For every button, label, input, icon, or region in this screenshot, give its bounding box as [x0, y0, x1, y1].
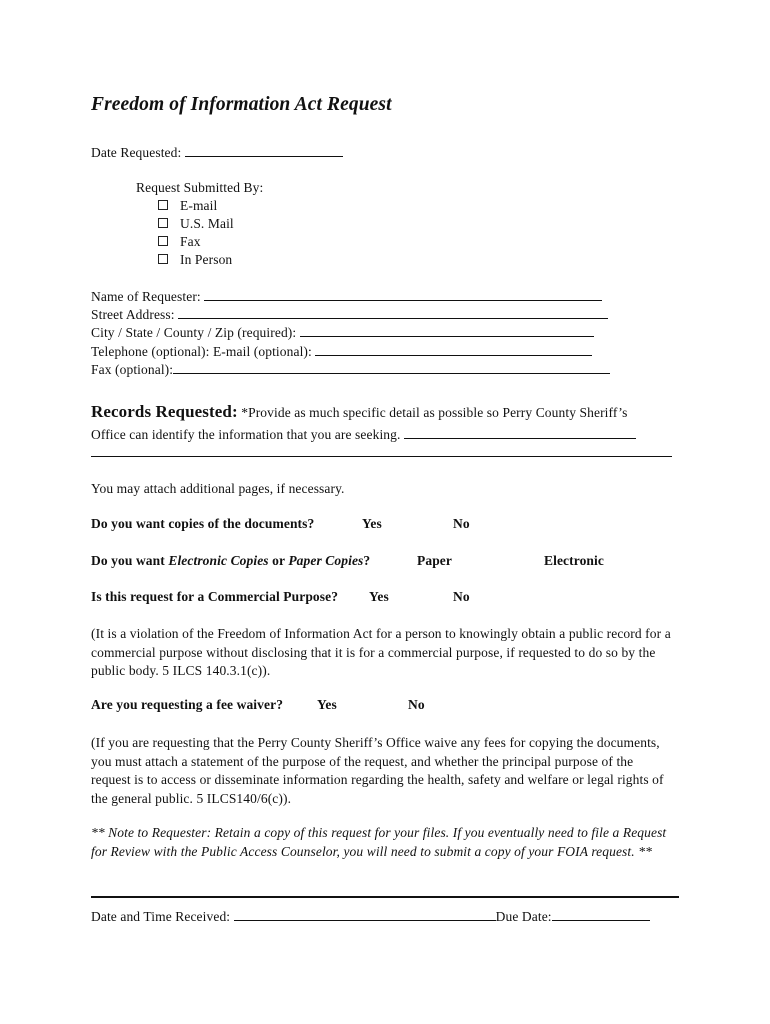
submit-option-label: In Person — [180, 252, 233, 267]
telephone-field[interactable] — [315, 343, 592, 356]
street-row — [91, 306, 608, 323]
date-time-received-label: Date and Time Received: — [91, 909, 231, 924]
street-field[interactable] — [178, 306, 608, 319]
city-field[interactable] — [300, 324, 594, 337]
q-commercial-no[interactable]: No — [453, 589, 470, 604]
footer-divider — [91, 896, 679, 898]
street-label: Street Address: — [91, 307, 175, 322]
submit-option-in-person[interactable] — [158, 252, 232, 268]
records-row-2 — [91, 426, 636, 443]
q-format-prefix: Do you want — [91, 553, 169, 568]
submit-option-label: Fax — [180, 234, 201, 249]
page-title: Freedom of Information Act Request — [91, 94, 392, 115]
checkbox-icon[interactable] — [158, 236, 168, 246]
city-label: City / State / County / Zip (required): — [91, 325, 297, 340]
q-format-label — [91, 553, 370, 569]
records-heading: Records Requested: — [91, 402, 238, 421]
checkbox-icon[interactable] — [158, 200, 168, 210]
q-format-electronic: Electronic Copies — [168, 553, 269, 568]
q-waiver-yes[interactable]: Yes — [317, 697, 337, 712]
telephone-row — [91, 343, 592, 360]
q-copies-label: Do you want copies of the documents? — [91, 516, 315, 531]
records-text-line1: *Provide as much specific detail as possible so Perry County Sheriff’s — [241, 405, 628, 420]
fax-row — [91, 361, 610, 378]
q-format-paper: Paper Copies — [288, 553, 364, 568]
date-requested-label: Date Requested: — [91, 145, 182, 160]
checkbox-icon[interactable] — [158, 218, 168, 228]
records-field[interactable] — [404, 426, 636, 439]
checkbox-icon[interactable] — [158, 254, 168, 264]
telephone-label: Telephone (optional): E-mail (optional): — [91, 344, 312, 359]
submitted-by-label: Request Submitted By: — [136, 180, 264, 195]
attach-note: You may attach additional pages, if necessary. — [91, 481, 345, 496]
q-commercial-yes[interactable]: Yes — [369, 589, 389, 604]
q-waiver-label: Are you requesting a fee waiver? — [91, 697, 284, 712]
submit-option-email[interactable] — [158, 198, 217, 214]
name-row — [91, 288, 602, 305]
q-copies-no[interactable]: No — [453, 516, 470, 531]
fax-label: Fax (optional): — [91, 362, 174, 377]
q-format-suffix: ? — [363, 553, 371, 568]
records-field-line-2[interactable] — [91, 456, 672, 457]
name-field[interactable] — [204, 288, 602, 301]
requester-note: ** Note to Requester: Retain a copy of this request for your files. If you eventually need to file a Request for Review with the Public Access Counselor, you will need to submit a copy of your FOIA request. ** — [91, 825, 667, 859]
q-format-option-paper[interactable]: Paper — [417, 553, 452, 568]
date-requested-field[interactable] — [185, 144, 343, 157]
q-copies-yes[interactable]: Yes — [362, 516, 382, 531]
q-commercial-label: Is this request for a Commercial Purpose? — [91, 589, 339, 604]
date-requested-row — [91, 144, 343, 161]
submit-option-us-mail[interactable] — [158, 216, 234, 232]
waiver-note: (If you are requesting that the Perry County Sheriff’s Office waive any fees for copying the documents, you must attach a statement of the purpose of the request, and whether the principal purpose of the request is to access or disseminate information regarding the health, safety and welfare or legal rights of the general public. 5 ILCS140/6(c)). — [91, 735, 664, 806]
city-row — [91, 324, 594, 341]
due-date-field[interactable] — [552, 908, 650, 921]
q-format-or: or — [268, 553, 289, 568]
submit-option-label: U.S. Mail — [180, 216, 234, 231]
q-format-option-electronic[interactable]: Electronic — [544, 553, 604, 568]
due-date-label: Due Date: — [495, 909, 552, 924]
commercial-note: (It is a violation of the Freedom of Information Act for a person to knowingly obtain a public record for a commercial purpose without disclosing that it is for a commercial purpose, if requested to do so by the public body. 5 ILCS 140.3.1(c)). — [91, 626, 671, 678]
fax-field[interactable] — [173, 361, 610, 374]
footer-row — [91, 908, 650, 925]
records-text-line2: Office can identify the information that you are seeking. — [91, 427, 401, 442]
q-waiver-no[interactable]: No — [408, 697, 425, 712]
submit-option-label: E-mail — [180, 198, 218, 213]
date-time-received-field[interactable] — [234, 908, 496, 921]
records-row — [91, 402, 627, 422]
submit-option-fax[interactable] — [158, 234, 201, 250]
name-label: Name of Requester: — [91, 289, 201, 304]
